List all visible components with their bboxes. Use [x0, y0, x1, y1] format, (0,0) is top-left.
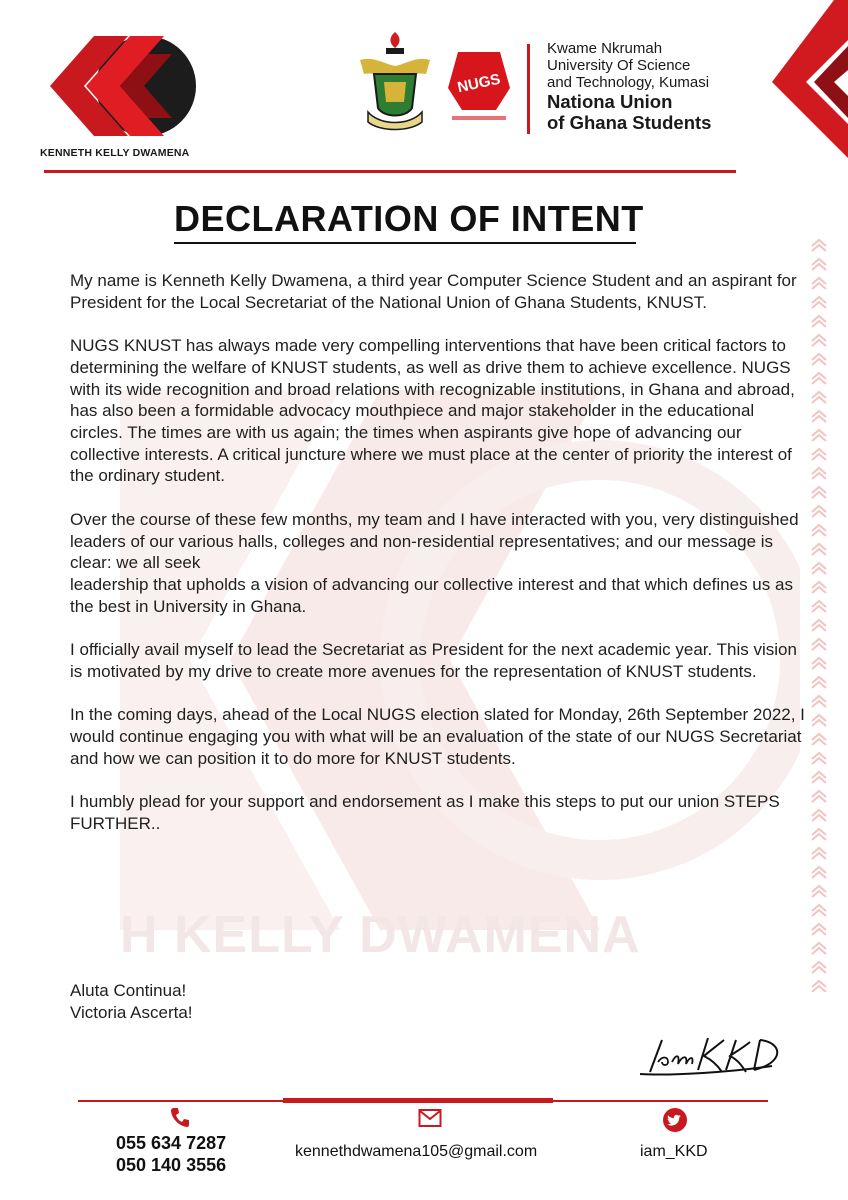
side-chevron-strip	[808, 232, 830, 992]
chevron-icon	[812, 411, 826, 422]
phone-number[interactable]: 055 634 7287	[116, 1133, 227, 1153]
corner-chevron-logo	[744, 0, 848, 158]
twitter-handle[interactable]: iam_KKD	[640, 1143, 708, 1160]
kkd-logo	[48, 32, 198, 140]
chevron-icon	[812, 582, 826, 593]
paragraph: My name is Kenneth Kelly Dwamena, a third year Computer Science Student and an aspirant for President for the Local Secretariat of the National Union of Ghana Students, KNUST.	[70, 271, 797, 312]
chevron-icon	[812, 753, 826, 764]
chevron-icon	[812, 525, 826, 536]
chevron-icon	[812, 677, 826, 688]
chevron-icon	[812, 962, 826, 973]
paragraph: I officially avail myself to lead the Secretariat as President for the next academic year. This vision is motivated by my drive to create more avenues for the representation of KNUST students.	[70, 640, 797, 681]
chevron-icon	[812, 886, 826, 897]
chevron-icon	[812, 468, 826, 479]
phone-number[interactable]: 050 140 3556	[116, 1155, 227, 1175]
paragraph-part: Over the course of these few months, my team and I have interacted with you, very distinguished leaders of our various halls, colleges and non-residential representatives; and our message is clear: we all seek	[70, 509, 799, 573]
chevron-icon	[812, 601, 826, 612]
chevron-icon	[812, 791, 826, 802]
chevron-icon	[812, 335, 826, 346]
header-divider	[527, 44, 530, 134]
mail-icon	[418, 1108, 442, 1128]
chevron-icon	[812, 772, 826, 783]
institution-line: University Of Science	[547, 57, 691, 74]
signature	[632, 1032, 790, 1080]
email-address[interactable]: kennethdwamena105@gmail.com	[295, 1143, 538, 1160]
paragraph: In the coming days, ahead of the Local NUGS election slated for Monday, 26th September 2022, I would continue engaging you with what will be an evaluation of the state of our NUGS Secretariat and how we can position it to do more for KNUST students.	[70, 705, 805, 768]
chevron-icon	[812, 449, 826, 460]
chevron-icon	[812, 544, 826, 555]
title-underline	[174, 242, 636, 244]
chevron-icon	[812, 905, 826, 916]
chevron-icon	[812, 810, 826, 821]
chevron-icon	[812, 639, 826, 650]
chevron-icon	[812, 867, 826, 878]
chevron-icon	[812, 506, 826, 517]
chevron-icon	[812, 278, 826, 289]
chevron-icon	[812, 658, 826, 669]
paragraph	[70, 509, 810, 618]
closing-line: Victoria Ascerta!	[70, 1003, 193, 1022]
chevron-icon	[812, 829, 826, 840]
knust-crest-icon	[356, 30, 434, 134]
logo-name: KENNETH KELLY DWAMENA	[40, 147, 190, 159]
chevron-icon	[812, 715, 826, 726]
chevron-icon	[812, 259, 826, 270]
paragraph: I humbly plead for your support and endorsement as I make this steps to put our union STEPS FURTHER..	[70, 792, 780, 834]
chevron-icon	[812, 487, 826, 498]
closing	[70, 980, 193, 1024]
chevron-icon	[812, 373, 826, 384]
footer-rule	[78, 1100, 283, 1102]
twitter-icon[interactable]	[663, 1108, 687, 1132]
chevron-icon	[812, 240, 826, 251]
paragraph: NUGS KNUST has always made very compelling interventions that have been critical factors to determining the welfare of KNUST students, as well as drive them to achieve excellence. NUGS with its wide recognition and broad relations with recognizable institutions, in Ghana and abroad, has also been a formidable advocacy mouthpiece and major stakeholder in the educational circles. The times are with us again; the times when aspirants give hope of advancing our collective interests. A critical juncture where we must place at the center of priority the interest of the ordinary student.	[70, 336, 795, 486]
institution-line: Kwame Nkrumah	[547, 40, 663, 57]
chevron-icon	[812, 316, 826, 327]
chevron-icon	[812, 924, 826, 935]
union-line: Nationa Union	[547, 91, 673, 112]
watermark-text: H KELLY DWAMENA	[120, 906, 641, 964]
institution-line: and Technology, Kumasi	[547, 74, 710, 91]
chevron-icon	[812, 620, 826, 631]
union-line: of Ghana Students	[547, 112, 712, 133]
institution-name	[547, 40, 777, 133]
paragraph-part: leadership that upholds a vision of advancing our collective interest and that which defines us as the best in University in Ghana.	[70, 575, 793, 616]
chevron-icon	[812, 392, 826, 403]
phone-icon	[170, 1106, 190, 1128]
closing-line: Aluta Continua!	[70, 981, 187, 1000]
footer-rule	[553, 1100, 768, 1102]
header-rule	[44, 170, 736, 173]
letter-body	[70, 270, 810, 857]
chevron-icon	[812, 981, 826, 992]
chevron-icon	[812, 430, 826, 441]
footer-rule-thick	[283, 1098, 553, 1103]
page-title: DECLARATION OF INTENT	[174, 198, 644, 239]
chevron-icon	[812, 297, 826, 308]
chevron-icon	[812, 734, 826, 745]
chevron-icon	[812, 943, 826, 954]
nugs-logo	[444, 48, 514, 126]
chevron-icon	[812, 563, 826, 574]
chevron-icon	[812, 354, 826, 365]
nugs-badge-text: NUGS	[455, 70, 502, 97]
chevron-icon	[812, 848, 826, 859]
chevron-icon	[812, 696, 826, 707]
